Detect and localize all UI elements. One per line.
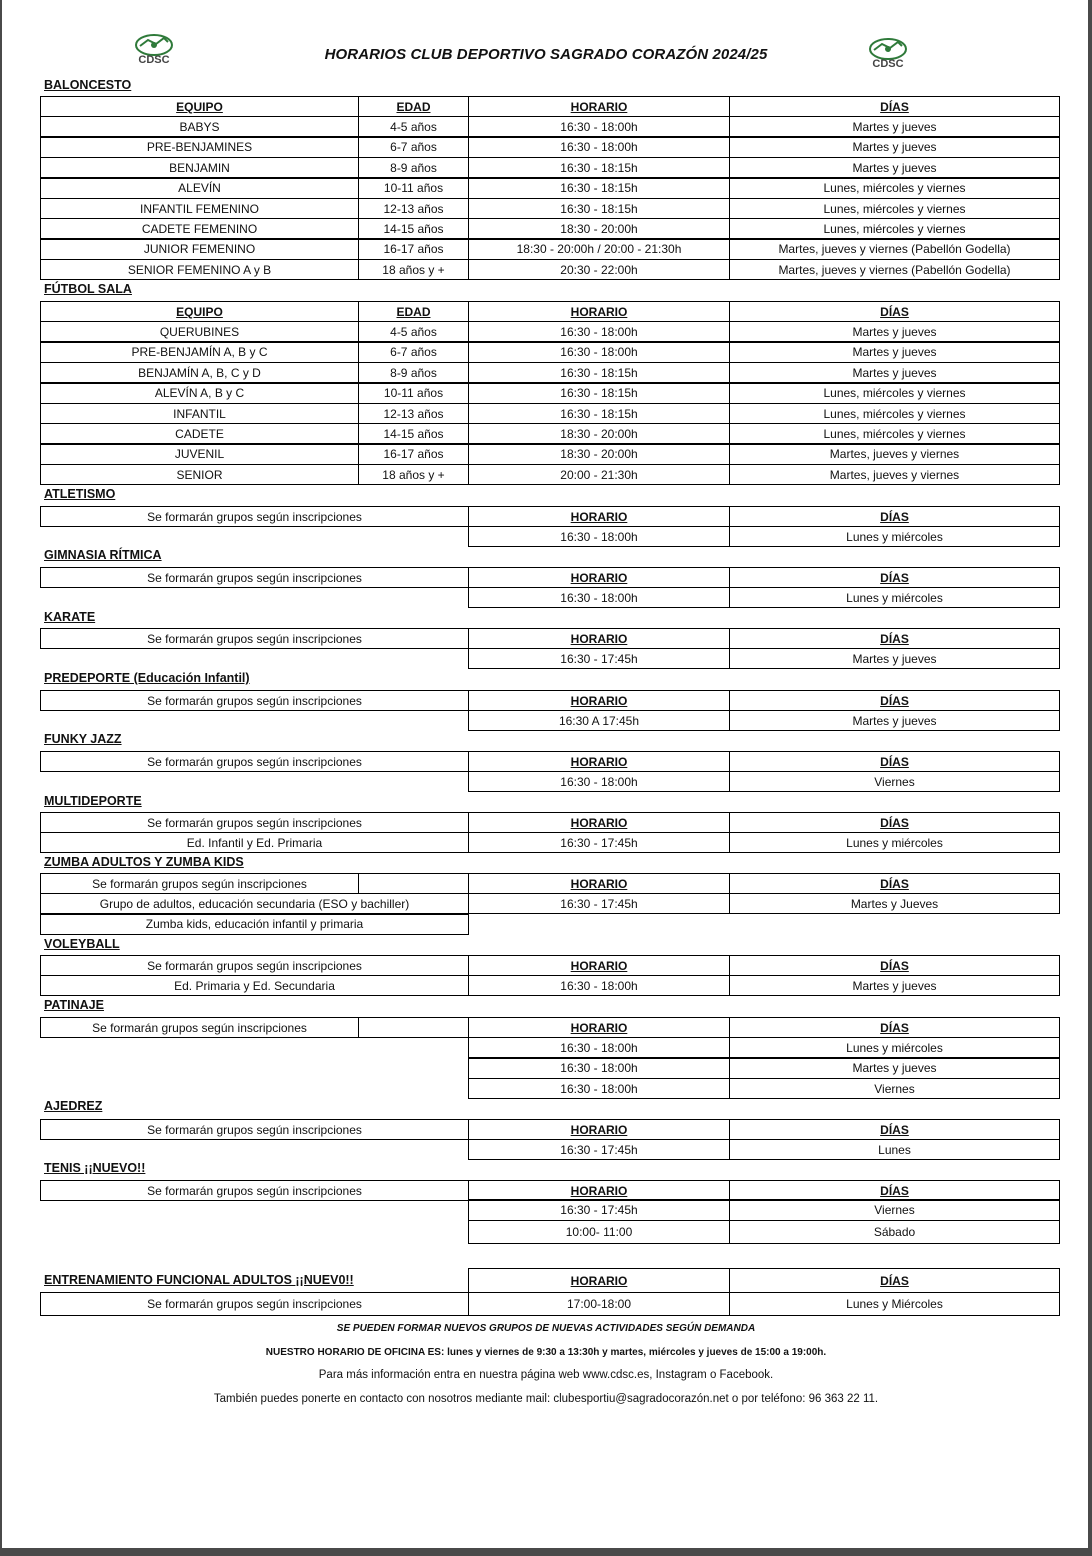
section-title-zumba: ZUMBA ADULTOS Y ZUMBA KIDS	[44, 855, 244, 869]
header-edad: EDAD	[358, 96, 469, 117]
groups-text: Se formarán grupos según inscripciones	[40, 1119, 469, 1140]
header-horario: HORARIO	[468, 873, 730, 894]
cell-edad: 8-9 años	[358, 157, 469, 178]
cell-dias: Martes, jueves y viernes	[729, 464, 1060, 485]
cell-dias: Martes, jueves y viernes	[729, 444, 1060, 465]
cell-dias: Viernes	[729, 771, 1060, 792]
header-horario: HORARIO	[468, 301, 730, 322]
groups-text: Se formarán grupos según inscripciones	[40, 812, 469, 833]
groups-text: Se formarán grupos según inscripciones	[40, 1017, 359, 1038]
footer-note: SE PUEDEN FORMAR NUEVOS GRUPOS DE NUEVAS ACTIVIDADES SEGÚN DEMANDA	[336, 1323, 756, 1334]
cell-horario: 16:30 - 18:15h	[468, 198, 730, 219]
cell-horario: 16:30 - 17:45h	[468, 832, 730, 853]
header-dias: DÍAS	[729, 1180, 1060, 1201]
header-horario: HORARIO	[468, 1119, 730, 1140]
cell-nivel: Ed. Infantil y Ed. Primaria	[40, 832, 469, 853]
header-edad: EDAD	[358, 301, 469, 322]
cell-horario: 16:30 - 17:45h	[468, 1139, 730, 1160]
header-horario: HORARIO	[468, 955, 730, 976]
cell-horario: 16:30 - 18:15h	[468, 403, 730, 424]
header-dias: DÍAS	[729, 751, 1060, 772]
cell-dias: Martes y jueves	[729, 362, 1060, 383]
header-dias: DÍAS	[729, 690, 1060, 711]
cell-horario: 16:30 - 18:00h	[468, 587, 730, 608]
header-horario: HORARIO	[468, 567, 730, 588]
header-horario: HORARIO	[468, 628, 730, 649]
cell-horario: 20:30 - 22:00h	[468, 259, 730, 280]
section-title-patinaje: PATINAJE	[44, 998, 104, 1012]
cell-equipo: INFANTIL	[40, 403, 359, 424]
cell-edad: 4-5 años	[358, 116, 469, 137]
cell-dias: Lunes y Miércoles	[729, 1292, 1060, 1316]
cell-equipo: ALEVÍN A, B y C	[40, 383, 359, 404]
cell-horario: 16:30 - 18:00h	[468, 1058, 730, 1079]
groups-text: Se formarán grupos según inscripciones	[40, 690, 469, 711]
cell-horario: 17:00-18:00	[468, 1292, 730, 1316]
header-dias: DÍAS	[729, 1119, 1060, 1140]
cell-dias: Martes y jueves	[729, 975, 1060, 996]
section-title-funcional: ENTRENAMIENTO FUNCIONAL ADULTOS ¡¡NUEV0!!	[44, 1273, 354, 1287]
cell-horario: 16:30 A 17:45h	[468, 710, 730, 731]
header-dias: DÍAS	[729, 301, 1060, 322]
cell-edad: 16-17 años	[358, 239, 469, 260]
logo-text: CDSC	[872, 58, 904, 70]
cell-dias: Lunes y miércoles	[729, 832, 1060, 853]
cell-equipo: QUERUBINES	[40, 321, 359, 342]
section-title-ajedrez: AJEDREZ	[44, 1099, 103, 1113]
cell-horario: 20:00 - 21:30h	[468, 464, 730, 485]
cell-equipo: BENJAMIN	[40, 157, 359, 178]
cell-equipo: BENJAMÍN A, B, C y D	[40, 362, 359, 383]
cell-dias: Martes y jueves	[729, 648, 1060, 669]
cell-horario: 18:30 - 20:00h	[468, 423, 730, 444]
header-dias: DÍAS	[729, 955, 1060, 976]
cell-equipo: BABYS	[40, 116, 359, 137]
cell-edad: 16-17 años	[358, 444, 469, 465]
cell-dias: Viernes	[729, 1078, 1060, 1099]
cell-equipo: SENIOR FEMENINO A y B	[40, 259, 359, 280]
header-horario: HORARIO	[468, 96, 730, 117]
cell-nivel: Ed. Primaria y Ed. Secundaria	[40, 975, 469, 996]
cell-horario: 18:30 - 20:00h / 20:00 - 21:30h	[468, 239, 730, 260]
cell-dias: Martes y jueves	[729, 1058, 1060, 1079]
cell-horario: 16:30 - 18:00h	[468, 771, 730, 792]
cell-equipo: SENIOR	[40, 464, 359, 485]
cell-edad: 12-13 años	[358, 198, 469, 219]
cell-edad: 12-13 años	[358, 403, 469, 424]
cell-dias: Martes y jueves	[729, 321, 1060, 342]
header-horario: HORARIO	[468, 1017, 730, 1038]
header-dias: DÍAS	[729, 812, 1060, 833]
cell-equipo: PRE-BENJAMINES	[40, 137, 359, 158]
cell-dias: Lunes	[729, 1139, 1060, 1160]
cell-dias: Martes y jueves	[729, 116, 1060, 137]
cell-horario: 16:30 - 18:00h	[468, 526, 730, 547]
cell-dias: Lunes, miércoles y viernes	[729, 198, 1060, 219]
groups-text: Se formarán grupos según inscripciones	[40, 873, 359, 894]
footer-office-hours: NUESTRO HORARIO DE OFICINA ES: lunes y viernes de 9:30 a 13:30h y martes, miércoles y jueves de 15:00 a 19:00h.	[265, 1347, 827, 1358]
cell-horario: 16:30 - 18:00h	[468, 975, 730, 996]
cell-grupo-kids: Zumba kids, educación infantil y primaria	[40, 914, 469, 935]
cell-edad: 6-7 años	[358, 137, 469, 158]
section-title-voleyball: VOLEYBALL	[44, 937, 120, 951]
header-dias: DÍAS	[729, 567, 1060, 588]
section-title-baloncesto: BALONCESTO	[44, 78, 132, 92]
cell-equipo: CADETE	[40, 423, 359, 444]
section-title-gimnasia: GIMNASIA RÍTMICA	[44, 548, 162, 562]
page-title: HORARIOS CLUB DEPORTIVO SAGRADO CORAZÓN 2024/25	[324, 46, 768, 63]
cell-dias: Lunes y miércoles	[729, 526, 1060, 547]
section-title-multideporte: MULTIDEPORTE	[44, 794, 142, 808]
cell-equipo: PRE-BENJAMÍN A, B y C	[40, 342, 359, 363]
groups-text: Se formarán grupos según inscripciones	[40, 1180, 469, 1201]
cell-dias: Lunes, miércoles y viernes	[729, 178, 1060, 199]
cell-dias: Viernes	[729, 1199, 1060, 1221]
section-title-tenis: TENIS ¡¡NUEVO!!	[44, 1161, 146, 1175]
cell-dias: Martes y jueves	[729, 157, 1060, 178]
footer-contact: También puedes ponerte en contacto con nosotros mediante mail: clubesportiu@sagradocorazón.net o por teléfono: 96 363 22 11.	[213, 1393, 879, 1405]
cell-equipo: INFANTIL FEMENINO	[40, 198, 359, 219]
header-horario: HORARIO	[468, 506, 730, 527]
empty-cell	[358, 873, 469, 894]
cell-dias: Sábado	[729, 1220, 1060, 1244]
cell-horario: 16:30 - 17:45h	[468, 893, 730, 914]
header-horario: HORARIO	[468, 1268, 730, 1293]
cell-horario: 16:30 - 18:15h	[468, 157, 730, 178]
cell-dias: Lunes, miércoles y viernes	[729, 423, 1060, 444]
cell-dias: Lunes, miércoles y viernes	[729, 218, 1060, 239]
header-equipo: EQUIPO	[40, 301, 359, 322]
groups-text: Se formarán grupos según inscripciones	[40, 1292, 469, 1316]
section-title-atletismo: ATLETISMO	[44, 487, 116, 501]
cell-dias: Martes, jueves y viernes (Pabellón Godella)	[729, 239, 1060, 260]
cell-horario: 16:30 - 18:15h	[468, 383, 730, 404]
cell-edad: 18 años y +	[358, 259, 469, 280]
header-horario: HORARIO	[468, 690, 730, 711]
cell-edad: 8-9 años	[358, 362, 469, 383]
groups-text: Se formarán grupos según inscripciones	[40, 567, 469, 588]
header-horario: HORARIO	[468, 751, 730, 772]
cell-horario: 16:30 - 18:00h	[468, 116, 730, 137]
header-horario: HORARIO	[468, 1180, 730, 1201]
cell-dias: Lunes y miércoles	[729, 1037, 1060, 1058]
cell-horario: 10:00- 11:00	[468, 1220, 730, 1244]
groups-text: Se formarán grupos según inscripciones	[40, 751, 469, 772]
section-title-karate: KARATE	[44, 610, 96, 624]
footer-web: Para más información entra en nuestra página web www.cdsc.es, Instagram o Facebook.	[318, 1369, 774, 1381]
header-dias: DÍAS	[729, 628, 1060, 649]
cell-horario: 16:30 - 18:15h	[468, 362, 730, 383]
cell-horario: 18:30 - 20:00h	[468, 218, 730, 239]
cell-horario: 18:30 - 20:00h	[468, 444, 730, 465]
section-title-funky: FUNKY JAZZ	[44, 732, 122, 746]
cell-dias: Martes y jueves	[729, 137, 1060, 158]
cell-horario: 16:30 - 18:00h	[468, 321, 730, 342]
groups-text: Se formarán grupos según inscripciones	[40, 628, 469, 649]
header-dias: DÍAS	[729, 1268, 1060, 1293]
cell-edad: 18 años y +	[358, 464, 469, 485]
cell-dias: Martes y jueves	[729, 710, 1060, 731]
header-dias: DÍAS	[729, 873, 1060, 894]
section-title-futbol_sala: FÚTBOL SALA	[44, 282, 132, 296]
groups-text: Se formarán grupos según inscripciones	[40, 506, 469, 527]
header-dias: DÍAS	[729, 506, 1060, 527]
cell-horario: 16:30 - 18:00h	[468, 137, 730, 158]
cell-dias: Martes, jueves y viernes (Pabellón Godella)	[729, 259, 1060, 280]
cell-equipo: JUNIOR FEMENINO	[40, 239, 359, 260]
cell-dias: Martes y jueves	[729, 342, 1060, 363]
header-dias: DÍAS	[729, 96, 1060, 117]
cell-dias: Lunes, miércoles y viernes	[729, 383, 1060, 404]
logo-text: CDSC	[138, 54, 170, 66]
cell-edad: 4-5 años	[358, 321, 469, 342]
cell-equipo: CADETE FEMENINO	[40, 218, 359, 239]
cell-grupo-adultos: Grupo de adultos, educación secundaria (ESO y bachiller)	[40, 893, 469, 914]
cell-edad: 14-15 años	[358, 218, 469, 239]
cell-horario: 16:30 - 17:45h	[468, 648, 730, 669]
cell-edad: 10-11 años	[358, 383, 469, 404]
cell-edad: 6-7 años	[358, 342, 469, 363]
cell-dias: Martes y Jueves	[729, 893, 1060, 914]
cell-edad: 10-11 años	[358, 178, 469, 199]
cell-edad: 14-15 años	[358, 423, 469, 444]
groups-text: Se formarán grupos según inscripciones	[40, 955, 469, 976]
cell-horario: 16:30 - 18:00h	[468, 1078, 730, 1099]
header-horario: HORARIO	[468, 812, 730, 833]
empty-cell	[358, 1017, 469, 1038]
cell-horario: 16:30 - 17:45h	[468, 1199, 730, 1221]
cell-equipo: JUVENIL	[40, 444, 359, 465]
header-dias: DÍAS	[729, 1017, 1060, 1038]
cell-horario: 16:30 - 18:15h	[468, 178, 730, 199]
cell-dias: Lunes y miércoles	[729, 587, 1060, 608]
section-title-predeporte: PREDEPORTE (Educación Infantil)	[44, 671, 250, 685]
cell-horario: 16:30 - 18:00h	[468, 1037, 730, 1058]
cell-horario: 16:30 - 18:00h	[468, 342, 730, 363]
cell-dias: Lunes, miércoles y viernes	[729, 403, 1060, 424]
header-equipo: EQUIPO	[40, 96, 359, 117]
cell-equipo: ALEVÍN	[40, 178, 359, 199]
